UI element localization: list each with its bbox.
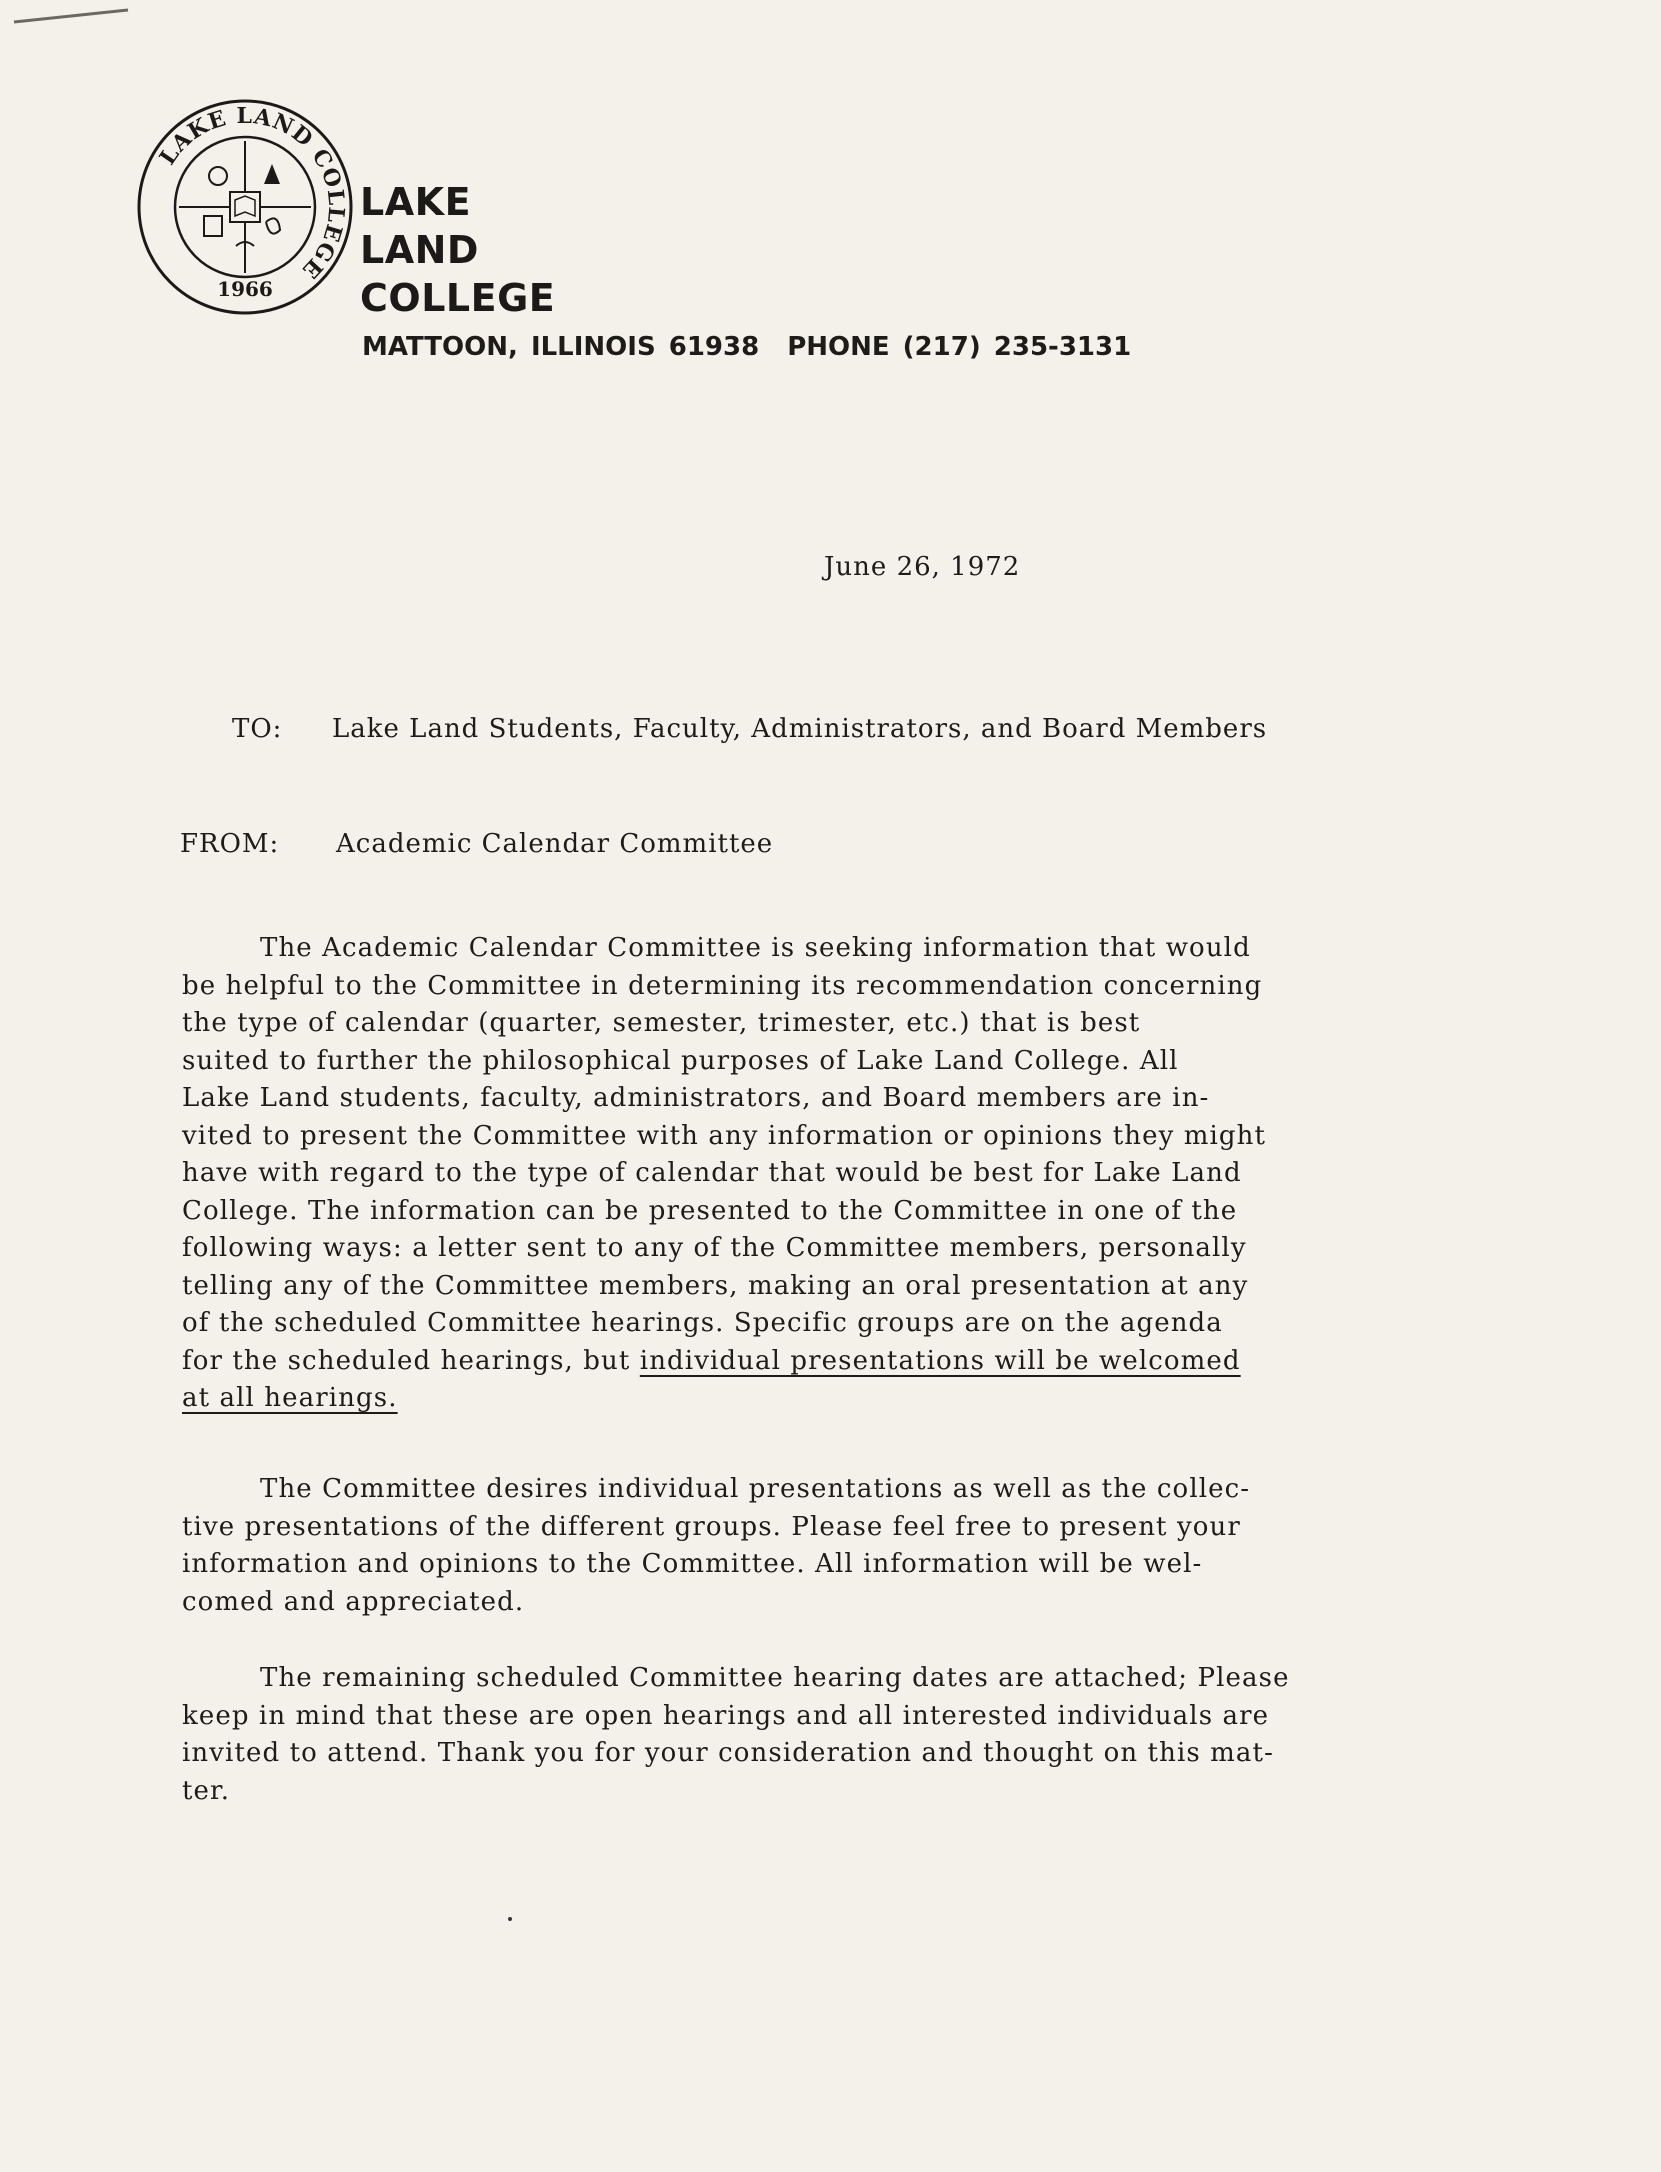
stray-ink-dot (508, 1917, 512, 1921)
college-name-line-2: LAND (360, 228, 479, 272)
paragraph-line: invited to attend. Thank you for your consideration and thought on this mat- (182, 1738, 1274, 1768)
paragraph-line: vited to present the Committee with any information or opinions they might (182, 1120, 1267, 1151)
college-phone: PHONE (217) 235-3131 (787, 332, 1132, 362)
to-recipients: Lake Land Students, Faculty, Administrators, and Board Members (332, 714, 1268, 744)
paragraph-line: have with regard to the type of calendar that would be best for Lake Land (182, 1158, 1242, 1188)
paragraph-line: The Committee desires individual presentations as well as the collec- (260, 1474, 1251, 1504)
paragraph-line: the type of calendar (quarter, semester, trimester, etc.) that is best (182, 1008, 1141, 1038)
underlined-emphasis: individual presentations will be welcomed (639, 1345, 1241, 1376)
paragraph-line: Lake Land students, faculty, administrators, and Board members are in- (182, 1083, 1210, 1113)
paragraph-line: The remaining scheduled Committee hearing dates are attached; Please (260, 1663, 1290, 1693)
paragraph-line: comed and appreciated. (182, 1586, 525, 1617)
letterhead-address-line (362, 332, 1131, 362)
paragraph-line: telling any of the Committee members, making an oral presentation at any (182, 1270, 1249, 1301)
college-name-line-3: COLLEGE (360, 276, 556, 320)
paragraph-line (182, 1343, 1482, 1381)
paragraph-line: tive presentations of the different groups. Please feel free to present your (182, 1511, 1241, 1542)
body-paragraph-1 (182, 930, 1482, 1418)
paragraph-line: The Academic Calendar Committee is seeking information that would (260, 933, 1251, 963)
body-paragraph-3 (182, 1660, 1482, 1810)
paragraph-line: following ways: a letter sent to any of the Committee members, personally (182, 1233, 1247, 1263)
staple-mark (0, 0, 140, 40)
college-name (360, 178, 555, 322)
paragraph-line (182, 1380, 1482, 1418)
memo-from-line (180, 829, 773, 859)
to-label: TO: (232, 714, 283, 744)
paragraph-line: keep in mind that these are open hearings and all interested individuals are (182, 1700, 1270, 1731)
seal-year: 1966 (217, 277, 273, 301)
seal-ring-text: LAKE LAND COLLEGE (154, 102, 350, 284)
college-name-line-1: LAKE (360, 180, 472, 224)
body-paragraph-2 (182, 1471, 1482, 1621)
paragraph-line: be helpful to the Committee in determining its recommendation concerning (182, 970, 1263, 1001)
letter-date: June 26, 1972 (824, 552, 1021, 582)
from-label: FROM: (180, 829, 280, 859)
from-sender: Academic Calendar Committee (336, 829, 774, 859)
college-seal-logo (134, 96, 356, 318)
underlined-emphasis: at all hearings. (182, 1383, 398, 1413)
paragraph-line: of the scheduled Committee hearings. Specific groups are on the agenda (182, 1308, 1223, 1338)
paragraph-line: College. The information can be presented to the Committee in one of the (182, 1195, 1238, 1226)
paragraph-line: suited to further the philosophical purposes of Lake Land College. All (182, 1045, 1179, 1076)
memo-to-line (232, 714, 1267, 744)
paragraph-line: information and opinions to the Committee. All information will be wel- (182, 1549, 1203, 1579)
paragraph-line: ter. (182, 1775, 231, 1806)
college-address: MATTOON, ILLINOIS 61938 (362, 332, 760, 362)
line-text: for the scheduled hearings, but (182, 1345, 640, 1376)
